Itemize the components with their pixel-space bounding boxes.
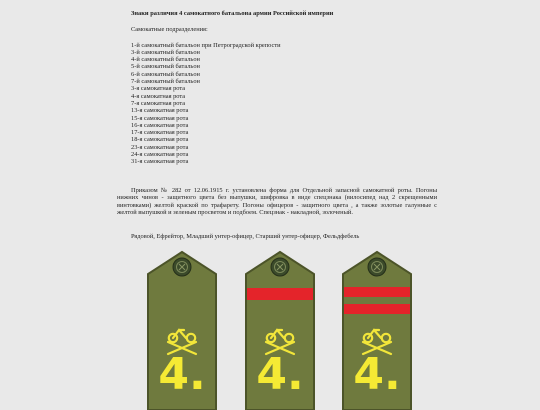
shoulder-strap-private	[146, 250, 218, 410]
shoulder-strap-junior-nco	[341, 250, 413, 410]
list-item: 17-я самокатная рота	[131, 129, 189, 137]
list-item: 24-я самокатная рота	[131, 151, 189, 159]
list-item: 4-й самокатный батальон	[131, 56, 200, 64]
list-item: 1-й самокатный батальон при Петроградской крепости	[131, 41, 281, 49]
order-text: Приказом № 282 от 12.06.1915 г. установлена форма для Отдельной запасной самокатной роты. Погоны нижних чинов - защитного цвета без выпушки, шифровка в виде спецзнака (вилосипед над 2 скрещенными винтовками) желтой краской по трафарету. Погоны офицеров - защитного цвета , а также золотые галунные с желтой выпушкой и зеленым просветом и подбоем. Спецзнак - накладной, золоченый.	[117, 187, 437, 217]
list-item: 16-я самокатная рота	[131, 121, 189, 129]
list-item: 6-й самокатный батальон	[131, 70, 200, 78]
rank-stripe	[344, 287, 410, 297]
button-icon	[173, 258, 191, 276]
page-title: Знаки различия 4 самокатного батальона армии Российской империи	[131, 10, 334, 17]
list-item: 5-й самокатный батальон	[131, 63, 200, 71]
list-item: 3-я самокатная рота	[131, 85, 186, 93]
list-item: 13-я самокатная рота	[131, 107, 189, 115]
ranks-caption: Рядовой, Ефрейтор, Младший унтер-офицер, Старший унтер-офицер, Фельдфебель	[131, 233, 360, 240]
battalion-number: 4.	[256, 349, 304, 400]
battalion-number: 4.	[158, 349, 206, 400]
units-list	[131, 42, 436, 166]
list-item: 7-я самокатная рота	[131, 99, 186, 107]
button-icon	[368, 258, 386, 276]
list-item: 23-я самокатная рота	[131, 143, 189, 151]
order-paragraph	[117, 187, 437, 217]
list-item: 4-я самокатная рота	[131, 92, 186, 100]
shoulder-strap-corporal	[244, 250, 316, 410]
rank-stripe	[344, 304, 410, 314]
list-item: 7-й самокатный батальон	[131, 78, 200, 86]
rank-stripe	[247, 288, 313, 300]
list-item: 18-я самокатная рота	[131, 136, 189, 144]
list-item: 3-й самокатный батальон	[131, 48, 200, 56]
page-content	[131, 10, 436, 166]
button-icon	[271, 258, 289, 276]
battalion-number: 4.	[353, 349, 401, 400]
list-item: 15-я самокатная рота	[131, 114, 189, 122]
list-item: 31-я самокатная рота	[131, 158, 189, 166]
units-subtitle: Самокатные подразделения:	[131, 26, 208, 34]
